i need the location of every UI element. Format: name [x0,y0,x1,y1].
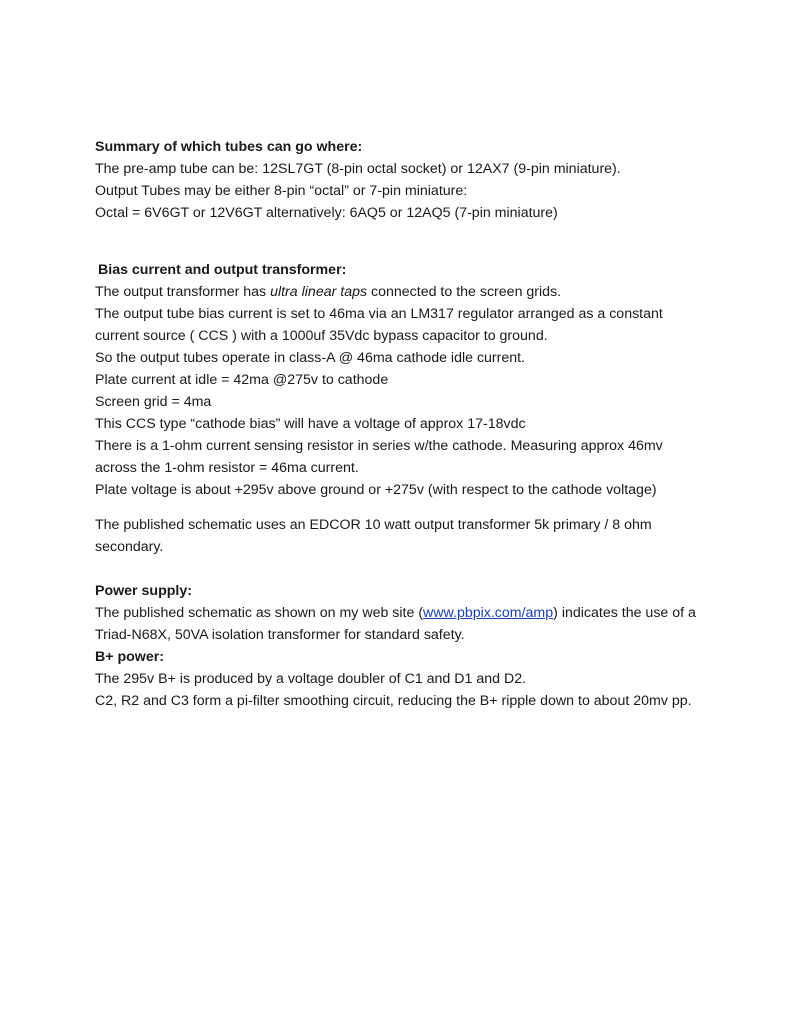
text-segment: connected to the screen grids. [367,284,562,300]
text-segment: The published schematic as shown on my web site ( [95,605,424,621]
paragraph-line [95,602,735,624]
paragraph-line: Octal = 6V6GT or 12V6GT alternatively: 6AQ5 or 12AQ5 (7-pin miniature) [95,205,558,221]
paragraph-line [95,281,735,303]
document-page [95,136,735,712]
text-segment: The output transformer has [95,284,271,300]
website-link[interactable]: www.pbpix.com/amp [423,605,554,621]
paragraph-line: Plate current at idle = 42ma @275v to cathode [95,372,389,388]
text-segment: ) indicates the use of a [553,605,696,621]
italic-text: ultra linear taps [270,284,368,300]
paragraph-line: There is a 1-ohm current sensing resistor in series w/the cathode. Measuring approx 46mv [95,438,663,454]
power-supply-heading: Power supply: [95,583,192,599]
paragraph-line: Triad-N68X, 50VA isolation transformer for standard safety. [95,627,465,643]
paragraph-line: Screen grid = 4ma [95,394,212,410]
paragraph-line: across the 1-ohm resistor = 46ma current. [95,460,359,476]
spacer [95,558,735,580]
paragraph-line: Output Tubes may be either 8-pin “octal” or 7-pin miniature: [95,183,468,199]
paragraph-line: C2, R2 and C3 form a pi-filter smoothing circuit, reducing the B+ ripple down to about 20mv pp. [95,693,692,709]
paragraph-line: current source ( CCS ) with a 1000uf 35Vdc bypass capacitor to ground. [95,328,548,344]
b-plus-power-heading: B+ power: [95,649,164,665]
paragraph-line: secondary. [95,539,164,555]
paragraph-line: The output tube bias current is set to 46ma via an LM317 regulator arranged as a constant [95,306,663,322]
paragraph-line: Plate voltage is about +295v above ground or +275v (with respect to the cathode voltage) [95,482,657,498]
paragraph-line: The pre-amp tube can be: 12SL7GT (8-pin octal socket) or 12AX7 (9-pin miniature). [95,161,621,177]
bias-heading: Bias current and output transformer: [98,262,347,278]
paragraph-line: The 295v B+ is produced by a voltage doubler of C1 and D1 and D2. [95,671,527,687]
paragraph-line: So the output tubes operate in class-A @ 46ma cathode idle current. [95,350,526,366]
paragraph-line: This CCS type “cathode bias” will have a voltage of approx 17-18vdc [95,416,526,432]
paragraph-line: The published schematic uses an EDCOR 10 watt output transformer 5k primary / 8 ohm [95,517,652,533]
spacer [95,501,735,514]
tubes-summary-heading: Summary of which tubes can go where: [95,139,363,155]
spacer [95,224,735,259]
